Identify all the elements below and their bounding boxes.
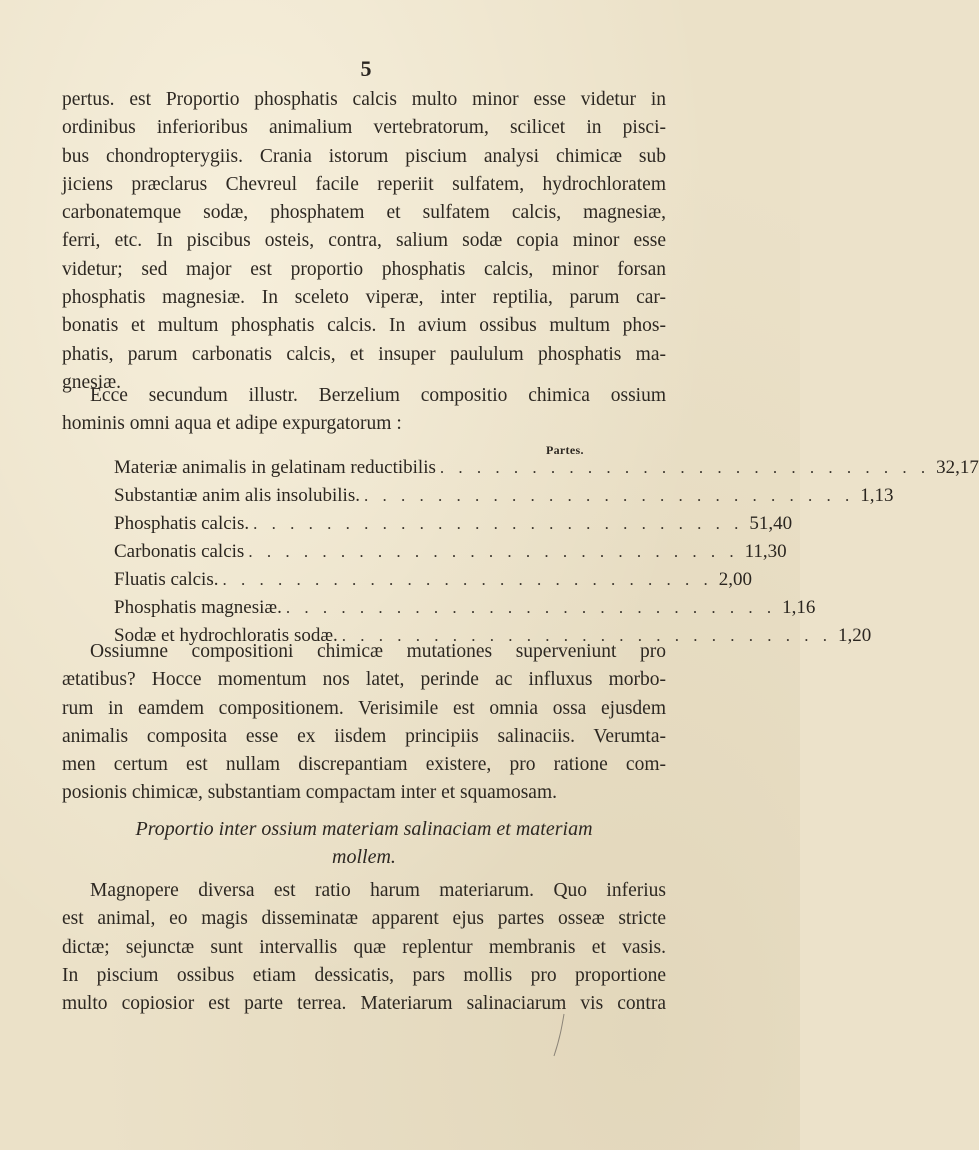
row-value: 1,20 [838, 625, 872, 646]
text-line: rum in eamdem compositionem. Verisimile est omnia ossa ejusdem [62, 697, 666, 719]
text-line: Ecce secundum illustr. Berzelium compositio chimica ossium [90, 385, 666, 406]
text-line: bus chondropterygiis. Crania istorum piscium analysi chimicæ sub [62, 145, 666, 167]
leader-dots: . . . . . . . . . . . . . . . . . . . . . . . . . . . [222, 570, 713, 589]
text-line: multo copiosior est parte terrea. Materiarum salinaciarum vis contra [62, 993, 666, 1015]
table-row [114, 595, 816, 621]
row-value: 11,30 [744, 541, 787, 562]
row-label: Carbonatis calcis [114, 541, 245, 562]
row-value: 1,13 [860, 485, 894, 506]
heading-line: mollem. [332, 846, 396, 868]
text-line: ordinibus inferioribus animalium vertebratorum, scilicet in pisci- [62, 117, 666, 139]
paragraph-berzelius-intro [62, 382, 666, 439]
text-line: gnesiæ. [62, 371, 122, 393]
table-row [114, 539, 787, 565]
row-value: 32,17 [936, 457, 979, 478]
leader-dots: . . . . . . . . . . . . . . . . . . . . . . . . . . . [253, 514, 744, 533]
text-line: Ossiumne compositioni chimicæ mutationes superveniunt pro [90, 641, 666, 662]
leader-dots: . . . . . . . . . . . . . . . . . . . . . . . . . . . [285, 598, 777, 617]
row-label: Materiæ animalis in gelatinam reductibilis [114, 457, 436, 478]
table-row [114, 511, 793, 537]
leader-dots: . . . . . . . . . . . . . . . . . . . . . . . . . . . [439, 458, 931, 477]
row-value: 2,00 [718, 569, 752, 590]
text-line: est animal, eo magis disseminatæ apparent ejus partes osseæ stricte [62, 908, 666, 930]
text-line: jiciens præclarus Chevreul facile reperiit sulfatem, hydrochloratem [62, 173, 666, 195]
text-line: phatis, parum carbonatis calcis, et insuper paululum phosphatis ma- [62, 343, 666, 365]
table-header-partes: Partes. [546, 443, 584, 457]
row-value: 51,40 [749, 513, 793, 534]
text-line: ferri, etc. In piscibus osteis, contra, salium sodæ copia minor esse [62, 230, 666, 252]
paragraph-age-changes [62, 638, 666, 808]
text-line: carbonatemque sodæ, phosphatem et sulfatem calcis, magnesiæ, [62, 202, 666, 224]
paragraph-materials-ratio [62, 877, 666, 1018]
text-line: hominis omni aqua et adipe expurgatorum : [62, 413, 402, 435]
row-label: Phosphatis calcis. [114, 513, 250, 534]
row-label: Phosphatis magnesiæ. [114, 597, 282, 618]
text-line: animalis composita esse ex iisdem principiis salinaciis. Verumta- [62, 725, 666, 747]
text-line: videtur; sed major est proportio phosphatis calcis, minor forsan [62, 258, 666, 280]
leader-dots: . . . . . . . . . . . . . . . . . . . . . . . . . . . [341, 626, 833, 645]
text-line: posionis chimicæ, substantiam compactam inter et squamosam. [62, 782, 557, 804]
pencil-mark [552, 1012, 566, 1058]
text-line: men certum est nullam discrepantiam existere, pro ratione com- [62, 754, 666, 776]
row-label: Fluatis calcis. [114, 569, 219, 590]
leader-dots: . . . . . . . . . . . . . . . . . . . . . . . . . . . [248, 542, 739, 561]
paragraph-mineral-composition [62, 86, 666, 397]
table-row [114, 455, 979, 481]
text-line: phosphatis magnesiæ. In sceleto viperæ, inter reptilia, parum car- [62, 287, 666, 309]
page-number: 5 [360, 56, 372, 81]
leader-dots: . . . . . . . . . . . . . . . . . . . . . . . . . . . [363, 486, 855, 505]
row-value: 1,16 [782, 597, 816, 618]
row-label: Sodæ et hydrochloratis sodæ. [114, 625, 338, 646]
table-row [114, 567, 752, 593]
text-line: dictæ; sejunctæ sunt intervallis quæ replentur membranis et vasis. [62, 936, 666, 958]
text-line: pertus. est Proportio phosphatis calcis multo minor esse videtur in [62, 89, 666, 110]
heading-line: Proportio inter ossium materiam salinaciam et materiam [135, 818, 593, 840]
text-line: In piscium ossibus etiam dessicatis, pars mollis pro proportione [62, 964, 666, 986]
section-heading [62, 815, 666, 871]
table-row [114, 483, 894, 509]
text-line: Magnopere diversa est ratio harum materiarum. Quo inferius [90, 880, 666, 901]
text-line: ætatibus? Hocce momentum nos latet, perinde ac influxus morbo- [62, 669, 666, 691]
row-label: Substantiæ anim alis insolubilis. [114, 485, 360, 506]
text-line: bonatis et multum phosphatis calcis. In avium ossibus multum phos- [62, 315, 666, 337]
